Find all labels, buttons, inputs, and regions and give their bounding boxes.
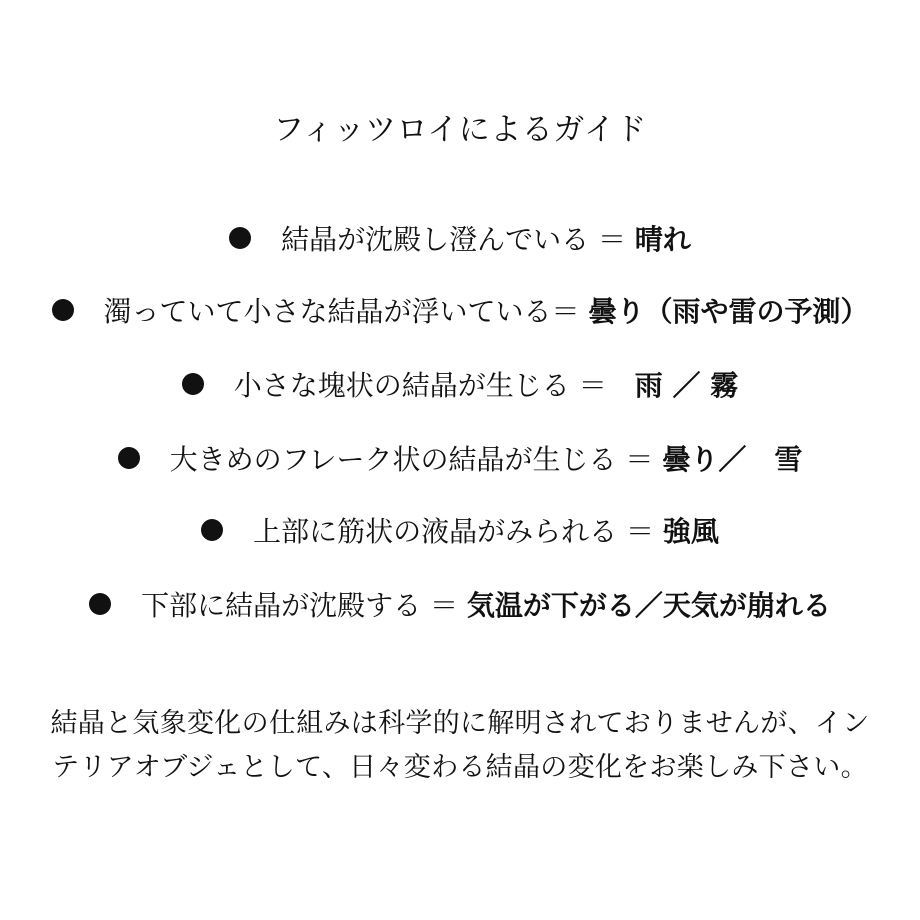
bullet-icon	[229, 227, 251, 249]
item-result: 雨 ／ 霧	[634, 369, 739, 402]
bullet-icon	[118, 447, 140, 469]
note-line-1: 結晶と気象変化の仕組みは科学的に解明されておりませんが、イン	[50, 708, 870, 739]
item-result: 曇り（雨や雷の予測）	[588, 295, 869, 328]
list-item	[0, 584, 920, 624]
item-result: 気温が下がる／天気が崩れる	[466, 589, 831, 622]
note-line-2: テリアオブジェとして、日々変わる結晶の変化をお楽しみ下さい。	[52, 752, 868, 783]
bullet-icon	[182, 373, 204, 395]
list-item	[0, 510, 920, 550]
bullet-icon	[201, 519, 223, 541]
item-condition: 下部に結晶が沈殿する ＝	[141, 589, 467, 622]
disclaimer-note	[0, 702, 920, 790]
bullet-icon	[52, 299, 74, 321]
item-condition: 上部に筋状の液晶がみられる ＝	[253, 515, 663, 548]
item-condition: 大きめのフレーク状の結晶が生じる ＝	[169, 443, 663, 476]
item-condition: 結晶が沈殿し澄んでいる ＝	[281, 223, 635, 256]
list-item	[0, 438, 920, 478]
item-result: 強風	[662, 515, 719, 548]
list-item	[0, 290, 920, 330]
item-result: 晴れ	[634, 223, 691, 256]
list-item	[0, 364, 920, 404]
item-result: 曇り／ 雪	[662, 443, 803, 476]
bullet-icon	[89, 593, 111, 615]
item-condition: 濁っていて小さな結晶が浮いている＝	[103, 295, 589, 328]
item-condition: 小さな塊状の結晶が生じる ＝	[233, 369, 635, 402]
list-item	[0, 218, 920, 258]
page-title: フィッツロイによるガイド	[273, 112, 647, 148]
